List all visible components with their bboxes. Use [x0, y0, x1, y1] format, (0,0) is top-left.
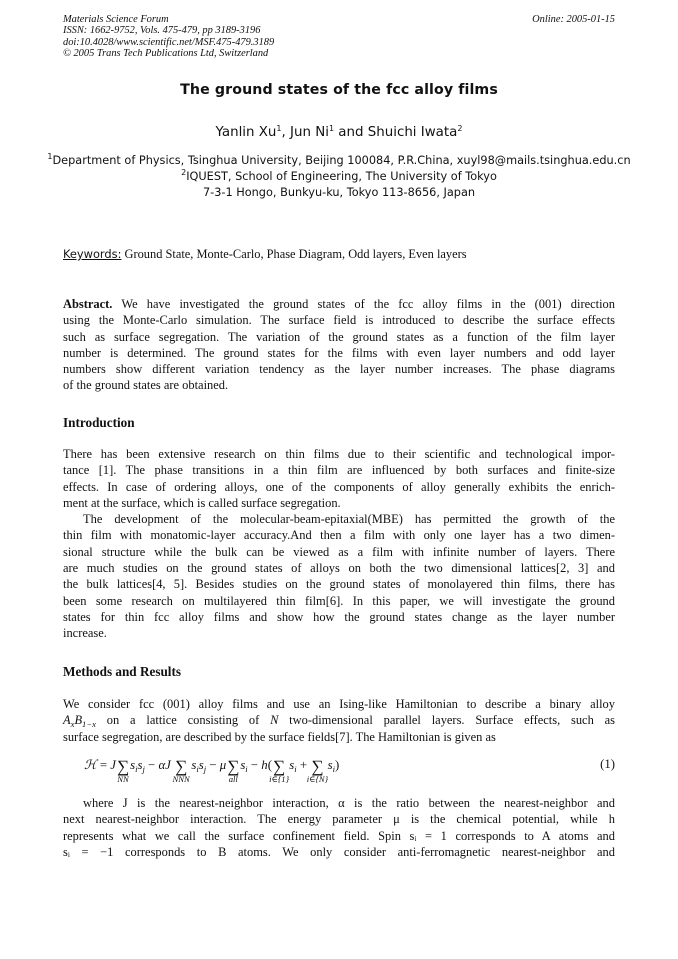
abstract-text: We have investigated the ground states of the fcc alloy films in the (001) direction [112, 297, 615, 311]
text-line: such as surface segregation. The variation of the ground states as a function of the film layer [63, 329, 615, 344]
text-line: represents what we call the surface confinement field. Spin sᵢ = 1 corresponds to A atoms and [63, 828, 615, 843]
sum-subscript: all [228, 774, 238, 784]
header-journal: Materials Science Forum [63, 14, 169, 25]
keywords-text: Ground State, Monte-Carlo, Phase Diagram, Odd layers, Even layers [124, 247, 467, 261]
author-name: Yanlin Xu [215, 125, 277, 140]
author-name: Shuichi Iwata [367, 125, 458, 140]
methods-body-continued [63, 795, 615, 860]
affil-mark: 1 [47, 152, 53, 161]
math-symbol: B [74, 713, 83, 728]
text-line [63, 296, 615, 312]
text-line: been some research on multilayered thin film[6]. In this paper, we will investigate the ground [63, 593, 615, 608]
affiliation-line [0, 153, 678, 169]
keywords-label: Keywords: [63, 247, 122, 261]
journal-header [63, 14, 615, 60]
header-online-date: Online: 2005-01-15 [532, 14, 615, 25]
affiliation-line: 7-3-1 Hongo, Bunkyu-ku, Tokyo 113-8656, Japan [202, 186, 476, 199]
sum-subscript: NNN [172, 774, 190, 784]
sum-subscript: i∈{N} [306, 774, 329, 784]
keywords [63, 247, 467, 262]
text-span: on a lattice consisting of [95, 713, 271, 728]
text-line: sᵢ = −1 corresponds to B atoms. We only consider anti-ferromagnetic nearest-neighbor and [63, 844, 615, 859]
affil-text: IQUEST, School of Engineering, The University of Tokyo [186, 170, 497, 183]
math-subscript: 1−x [82, 719, 96, 730]
author-separator: , [281, 125, 291, 140]
affil-text: Department of Physics, Tsinghua University, Beijing 100084, P.R.China, xuyl98@mails.tsinghua.edu.cn [52, 154, 631, 167]
text-line: of the ground states are obtained. [63, 378, 229, 393]
sum-subscript: i∈{1} [269, 774, 290, 784]
text-line: number is determined. The ground states for the films with even layer numbers and odd layer [63, 345, 615, 360]
text-line: increase. [63, 626, 107, 641]
equation-number: (1) [600, 757, 615, 771]
section-heading-methods: Methods and Results [63, 664, 181, 679]
author-name: Jun Ni [290, 125, 329, 140]
header-issn: ISSN: 1662-9752, Vols. 475-479, pp 3189-3196 [63, 25, 261, 37]
text-line: where J is the nearest-neighbor interaction, α is the ratio between the nearest-neighbor and [83, 796, 615, 810]
affiliations [0, 153, 678, 201]
text-line: states for thin fcc alloy films and show how the ground states change as the layer number [63, 609, 615, 624]
paper-title: The ground states of the fcc alloy films [180, 82, 498, 98]
header-copyright: © 2005 Trans Tech Publications Ltd, Switzerland [63, 48, 269, 60]
introduction-body [63, 446, 615, 642]
text-span: two-dimensional parallel layers. Surface effects, such as [278, 713, 615, 728]
math-symbol: N [270, 713, 279, 728]
hamiltonian-equation [84, 753, 615, 793]
affiliation-line [0, 169, 678, 185]
math-subscript: x [70, 719, 75, 730]
abstract-label: Abstract. [63, 297, 113, 311]
text-line: effects. In case of ordering alloys, one of the components of alloy generally exhibits the enrich- [63, 479, 615, 494]
text-line: numbers show different variation tendency as the layer number increases. The phase diagrams [63, 362, 615, 377]
text-line: tance [1]. The phase transitions in a thin film are influenced by both surfaces and finite-size [63, 463, 615, 478]
author-affil-mark: 1 [276, 124, 282, 133]
header-doi: doi:10.4028/www.scientific.net/MSF.475-479.3189 [63, 36, 275, 48]
abstract [63, 296, 615, 394]
text-line: There has been extensive research on thin films due to their scientific and technological impor- [63, 447, 615, 461]
author-list [0, 125, 678, 140]
math-symbol: A [63, 713, 71, 728]
text-line: using the Monte-Carlo simulation. The surface field is introduced to describe the surface effects [63, 313, 615, 328]
methods-body [63, 696, 615, 745]
sum-subscript: NN [117, 774, 129, 784]
section-heading-introduction: Introduction [63, 415, 135, 430]
text-line [63, 712, 615, 728]
text-line: sional structure while the bulk can be viewed as a film with infinite number of layers. There [63, 544, 615, 559]
affil-mark: 2 [181, 168, 187, 177]
author-affil-mark: 1 [328, 124, 335, 133]
text-line: ment at the surface, which is called surface segregation. [63, 495, 341, 510]
text-line: thin film with monatomic-layer accuracy.And then a film with only one layer has a two dimen- [63, 528, 615, 543]
text-line: We consider fcc (001) alloy films and use an Ising-like Hamiltonian to describe a binary alloy [63, 697, 615, 711]
author-affil-mark: 2 [457, 124, 463, 133]
text-line: The development of the molecular-beam-epitaxial(MBE) has permitted the growth of the [83, 512, 615, 527]
text-line: are much studies on the ground states of alloys on both the two dimensional lattices[2, 3] and [63, 561, 615, 576]
text-line: next nearest-neighbor interaction. The energy parameter μ is the chemical potential, while h [63, 812, 615, 827]
text-line: surface segregation, are described by the surface fields[7]. The Hamiltonian is given as [63, 729, 496, 744]
equation-body: ℋ = J∑ NN $s_is_j - \alpha J$ ∑ NNN $s_is_j - \mu\sum$ all $s_i - h(\sum$ i∈{1} $s_i$ + ∑ i∈{N} $s_i$) [84, 757, 340, 784]
text-line: the bulk lattices[4, 5]. Besides studies on the ground states of monolayered thin films, there has [63, 577, 615, 592]
author-separator: and [334, 125, 368, 140]
